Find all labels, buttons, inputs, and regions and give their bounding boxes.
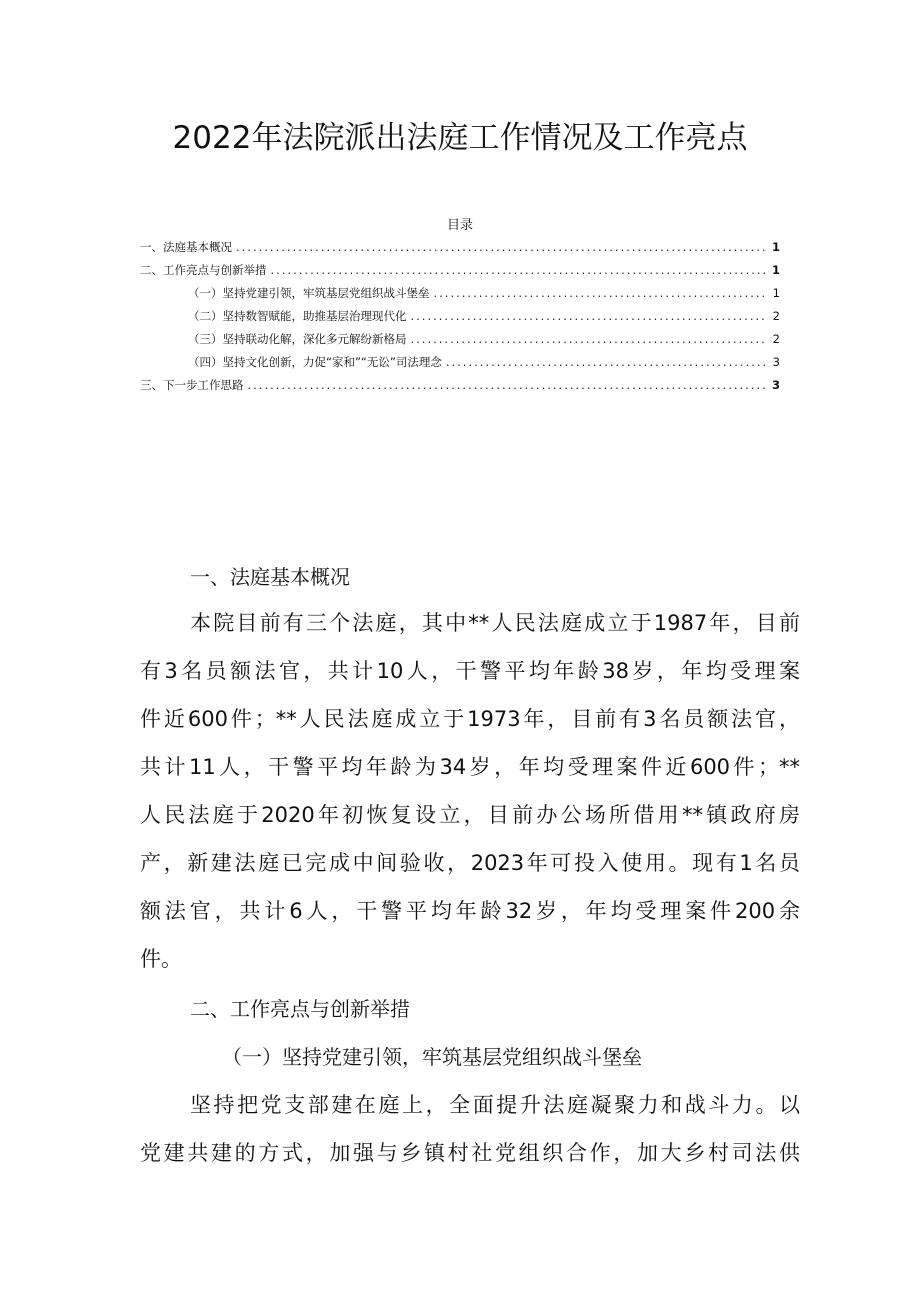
toc-entry[interactable] — [140, 308, 780, 331]
toc-dot-leader — [411, 309, 767, 323]
toc-entry-text: 三、下一步工作思路 — [140, 378, 244, 392]
toc-entry-text: （三）坚持联动化解，深化多元解纷新格局 — [188, 332, 407, 346]
toc-entry-page: 2 — [772, 332, 780, 346]
toc-entry-page: 2 — [772, 309, 780, 323]
toc-entry-text: （四）坚持文化创新，力促“家和”“无讼”司法理念 — [188, 355, 442, 369]
paragraph-line: 人民法庭于2020年初恢复设立，目前办公场所借用**镇政府房 — [140, 803, 800, 827]
toc-dot-leader — [236, 240, 766, 254]
toc-entry[interactable] — [140, 262, 780, 285]
paragraph-line: 坚持把党支部建在庭上，全面提升法庭凝聚力和战斗力。以 — [190, 1093, 800, 1117]
paragraph-line: 有3名员额法官，共计10人，干警平均年龄38岁，年均受理案 — [140, 659, 800, 683]
toc-entry[interactable] — [140, 377, 780, 400]
toc-dot-leader — [271, 263, 767, 277]
toc-entry-page: 3 — [771, 378, 780, 392]
toc-entry-text: 一、法庭基本概况 — [140, 240, 232, 254]
toc-entry[interactable] — [140, 354, 780, 377]
toc-dot-leader — [248, 378, 767, 392]
paragraph-line: 党建共建的方式，加强与乡镇村社党组织合作，加大乡村司法供 — [140, 1141, 800, 1165]
toc-entry-page: 1 — [772, 286, 780, 300]
toc-entry-page: 3 — [772, 355, 780, 369]
toc-entry-text: （二）坚持数智赋能，助推基层治理现代化 — [188, 309, 407, 323]
section-heading: 一、法庭基本概况 — [190, 565, 350, 589]
toc-entry-text: （一）坚持党建引领，牢筑基层党组织战斗堡垒 — [188, 286, 430, 300]
toc-entry-page: 1 — [771, 240, 780, 254]
toc-entry[interactable] — [140, 239, 780, 262]
toc-entry[interactable] — [140, 285, 780, 308]
paragraph-line: 本院目前有三个法庭，其中**人民法庭成立于1987年，目前 — [190, 611, 800, 635]
toc-dot-leader — [434, 286, 767, 300]
document-title: 2022年法院派出法庭工作情况及工作亮点 — [172, 120, 748, 156]
paragraph-line: 额法官，共计6人，干警平均年龄32岁，年均受理案件200余 — [140, 899, 800, 923]
toc-entry[interactable] — [140, 331, 780, 354]
toc-heading: 目录 — [446, 218, 473, 233]
toc-entry-text: 二、工作亮点与创新举措 — [140, 263, 267, 277]
paragraph-line: 共计11人，干警平均年龄为34岁，年均受理案件近600件；** — [140, 755, 800, 779]
toc-entry-page: 1 — [771, 263, 780, 277]
toc-dot-leader — [446, 355, 766, 369]
paragraph-line: 件近600件；**人民法庭成立于1973年，目前有3名员额法官， — [140, 707, 800, 731]
paragraph-line: 件。 — [140, 947, 182, 971]
table-of-contents — [140, 214, 780, 400]
subsection-heading: （一）坚持党建引领，牢筑基层党组织战斗堡垒 — [222, 1045, 642, 1069]
section-heading: 二、工作亮点与创新举措 — [190, 997, 410, 1021]
toc-dot-leader — [411, 332, 767, 346]
paragraph-line: 产，新建法庭已完成中间验收，2023年可投入使用。现有1名员 — [140, 851, 800, 875]
